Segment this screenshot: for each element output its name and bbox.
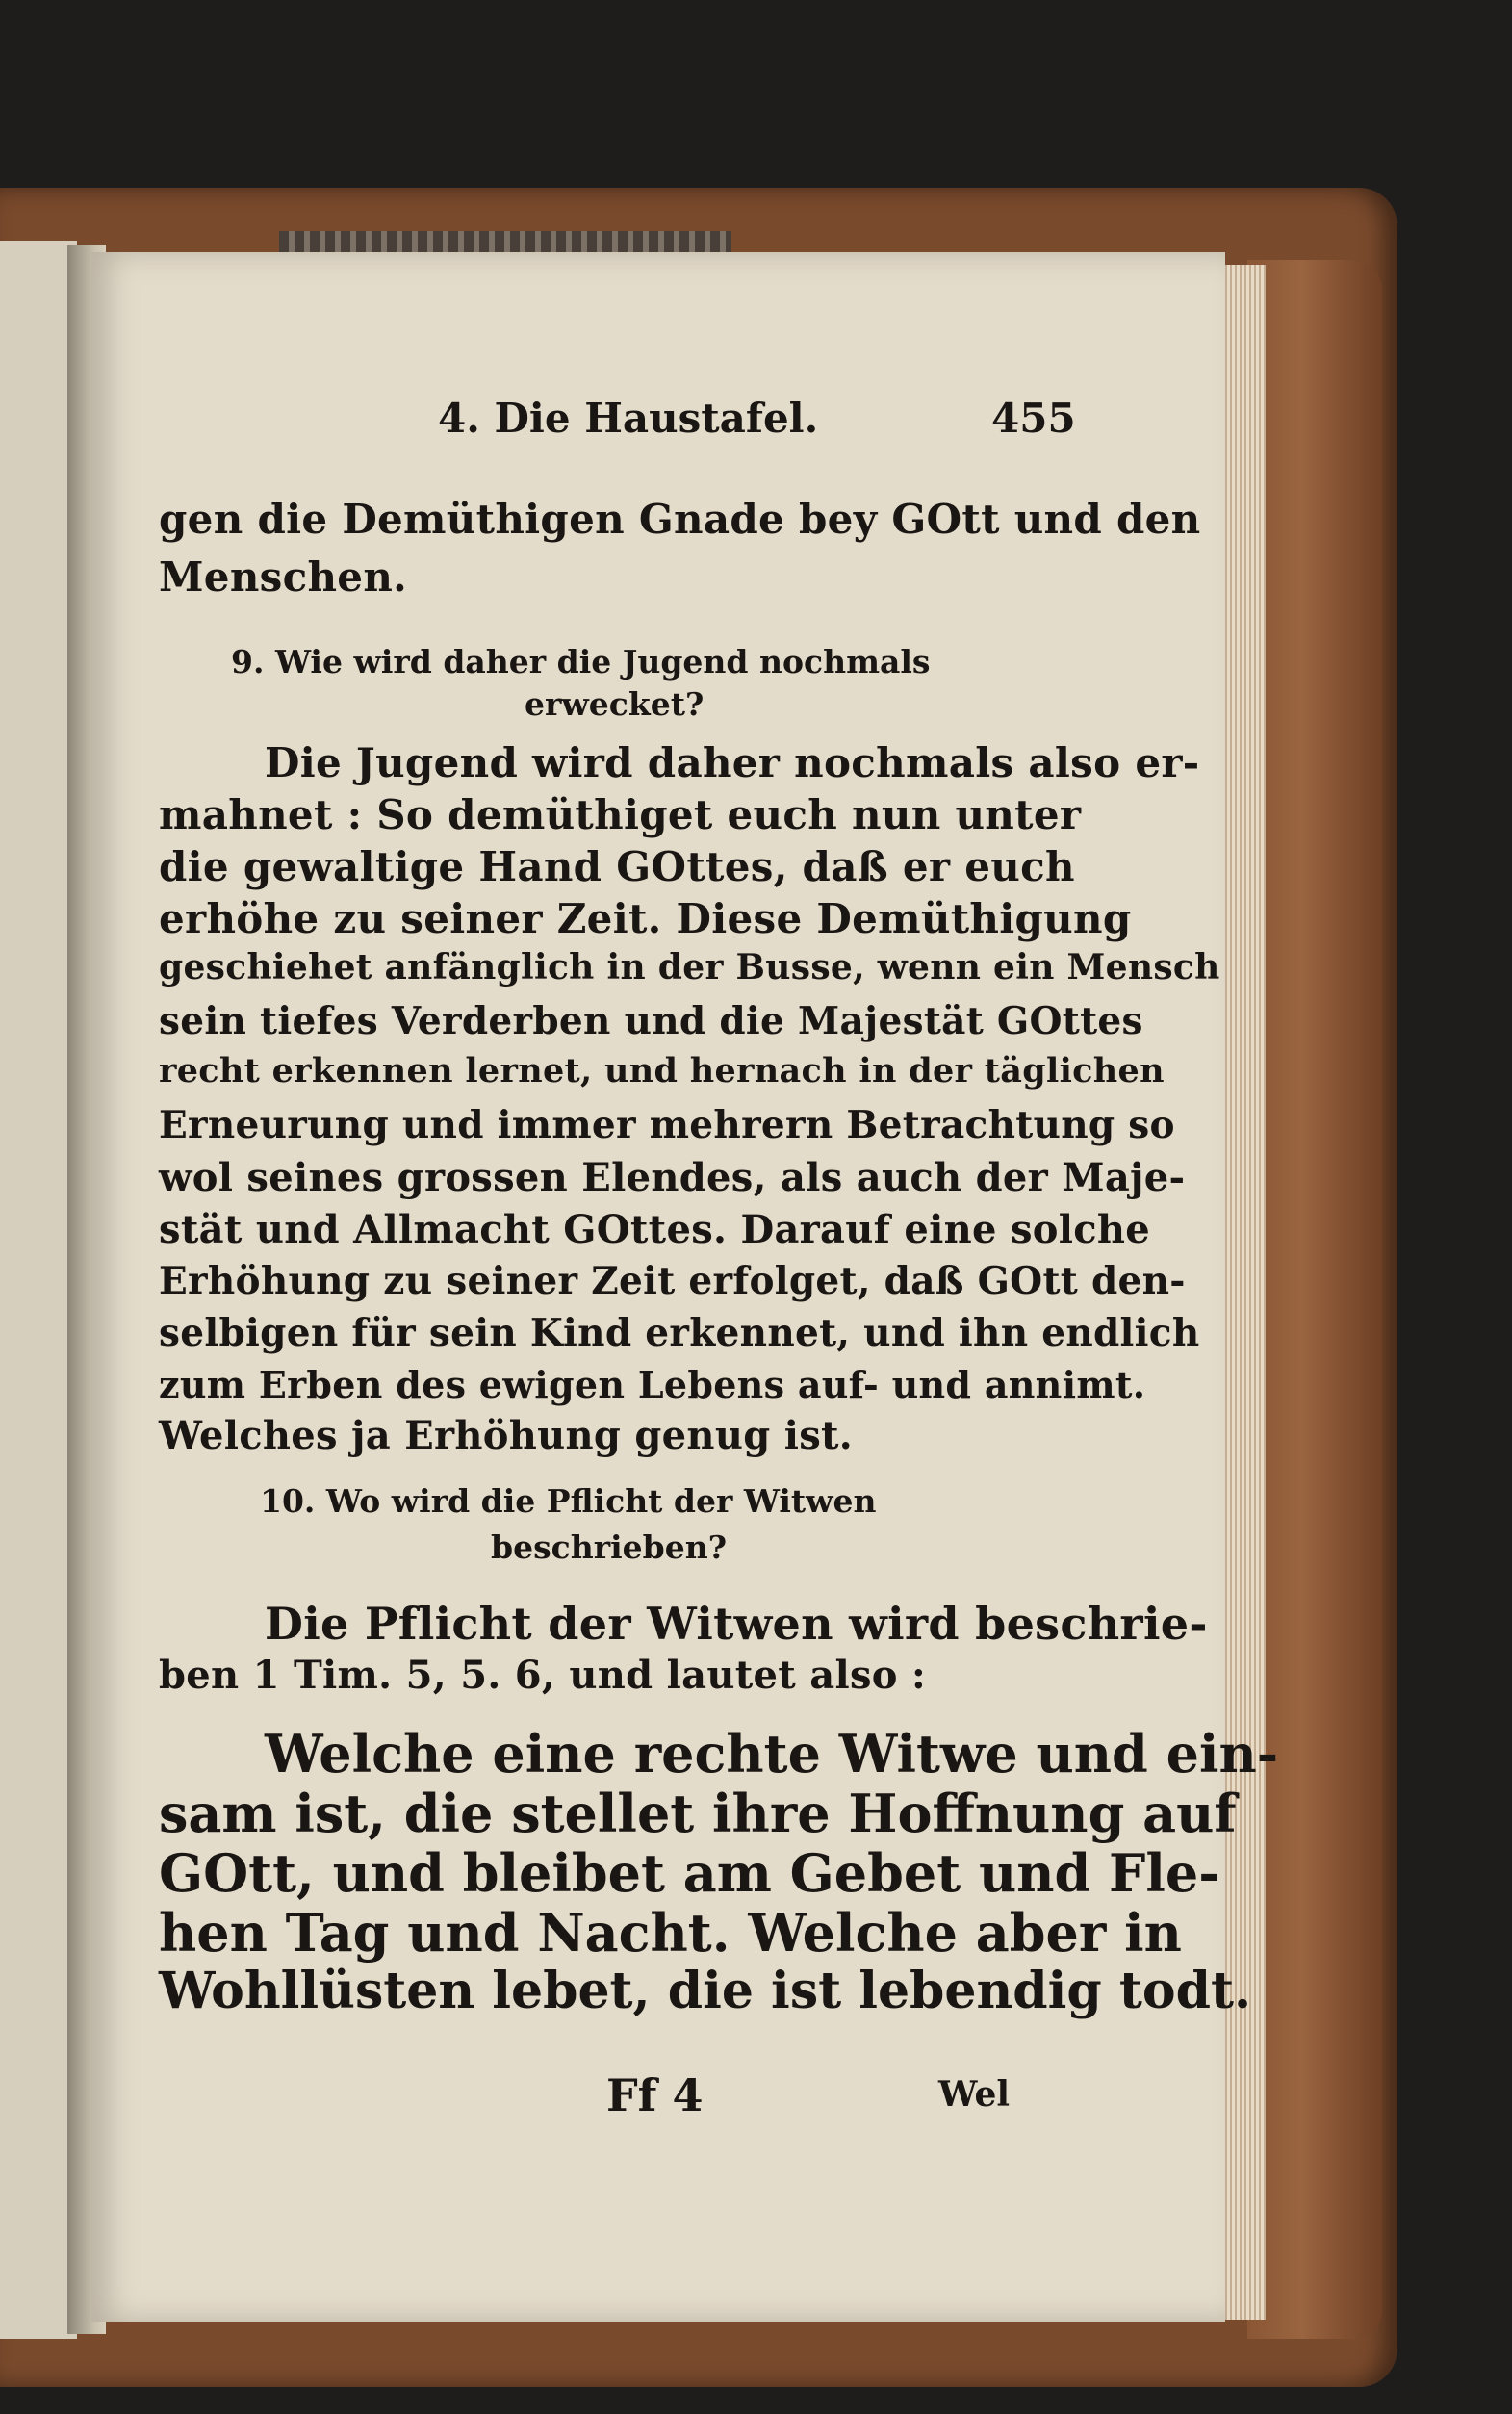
body-line: gen die Demüthigen Gnade bey GOtt und den: [159, 496, 1201, 543]
answer-line: geschiehet anfänglich in der Busse, wenn ein Mensch: [159, 947, 1220, 988]
answer-line: zum Erben des ewigen Lebens auf- und annimt.: [159, 1363, 1146, 1406]
answer-line: mahnet : So demüthiget euch nun unter: [159, 791, 1082, 838]
answer-line: Erhöhung zu seiner Zeit erfolget, daß GOtt den-: [159, 1259, 1186, 1303]
answer-line: stät und Allmacht GOttes. Darauf eine solche: [159, 1207, 1151, 1252]
running-title: 4. Die Haustafel.: [438, 395, 819, 442]
answer-line: wol seines grossen Elendes, als auch der Maje-: [159, 1155, 1186, 1200]
answer-line: Die Jugend wird daher nochmals also er-: [265, 739, 1200, 786]
answer-line: sein tiefes Verderben und die Majestät GOttes: [159, 999, 1143, 1043]
book-cover-edge: [1247, 260, 1382, 2339]
left-page-fragment: [0, 241, 77, 2339]
quote-line: Welche eine rechte Witwe und ein-: [265, 1723, 1279, 1785]
question-line: 9. Wie wird daher die Jugend nochmals: [231, 643, 931, 681]
page-number: 455: [991, 395, 1076, 442]
quote-line: Wohllüsten lebet, die ist lebendig todt.: [159, 1962, 1252, 2020]
answer-line: ben 1 Tim. 5, 5. 6, und lautet also :: [159, 1653, 927, 1698]
signature-mark: Ff 4: [606, 2069, 704, 2121]
question-line: erwecket?: [525, 685, 705, 723]
answer-line: recht erkennen lernet, und hernach in der täglichen: [159, 1051, 1165, 1091]
body-line: Menschen.: [159, 553, 408, 601]
quote-line: sam ist, die stellet ihre Hoffnung auf: [159, 1783, 1237, 1844]
answer-line: erhöhe zu seiner Zeit. Diese Demüthigung: [159, 895, 1132, 942]
catchword: Wel: [938, 2074, 1011, 2115]
answer-line: selbigen für sein Kind erkennet, und ihn endlich: [159, 1311, 1200, 1355]
top-page-edge: [279, 231, 731, 252]
question-line: 10. Wo wird die Pflicht der Witwen: [260, 1482, 877, 1520]
answer-line: Die Pflicht der Witwen wird beschrie-: [265, 1598, 1208, 1650]
quote-line: GOtt, und bleibet am Gebet und Fle-: [159, 1842, 1220, 1904]
answer-line: die gewaltige Hand GOttes, daß er euch: [159, 843, 1075, 890]
quote-line: hen Tag und Nacht. Welche aber in: [159, 1902, 1182, 1964]
answer-line: Erneurung und immer mehrern Betrachtung so: [159, 1103, 1175, 1147]
answer-line: Welches ja Erhöhung genug ist.: [159, 1413, 854, 1458]
question-line: beschrieben?: [491, 1528, 728, 1566]
